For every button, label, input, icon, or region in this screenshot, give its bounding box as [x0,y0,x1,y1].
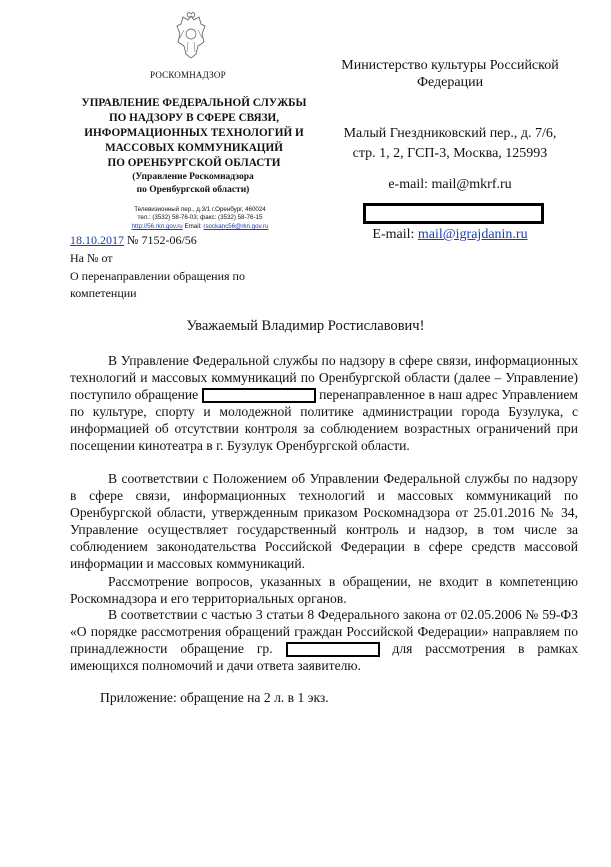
paragraph-4-text-a: В соответствии с частью 3 статьи 8 Федерального закона от 02.05.2006 № 59-ФЗ «О порядке рассмотрения обращений граждан Российской Федерации» направляем по принадлежности обращение гр. [70,607,578,656]
sender-name [60,96,328,171]
redaction-box-inner [366,206,541,221]
sender-address: Телевизионный пер., д.3/1 г.Оренбург, 460024 [134,206,266,213]
paragraph-1-text-b: перенаправленное в наш адрес Управлением по культуре, спорту и молодежной политике администрации города Бузулука, с информацией об отсутствии контроля за соблюдением возрастных ограничений при посещении кинотеатра в г. Бузулук Оренбургской области. [70,387,578,453]
reply-to-line: На № от [70,251,113,265]
sender-short-name [98,171,288,197]
recipient-email-2-link[interactable]: mail@igrajdanin.ru [417,227,528,242]
appendix: Приложение: обращение на 2 л. в 1 экз. [100,690,329,705]
sender-site-link[interactable]: http://56.rkn.gov.ru [131,223,183,230]
subject-line: О перенаправлении обращения по [70,269,245,283]
recipient-name-line: Министерство культуры Российской [341,58,559,73]
redaction-box [202,388,316,403]
registration-date: 18.10.2017 [70,233,124,247]
recipient-address-line: Малый Гнездниковский пер., д. 7/6, [343,126,557,141]
greeting: Уважаемый Владимир Ростиславович! [186,318,425,334]
paragraph-3 [70,573,578,607]
registration-line [70,233,197,248]
recipient-email-2-label: E-mail: [372,227,418,242]
coat-of-arms-icon [176,12,206,62]
recipient-email-2 [315,226,585,243]
sender-email-label: Email: [184,223,202,230]
subject-line: компетенции [70,286,137,300]
recipient-email: e-mail: mail@mkrf.ru [388,177,512,192]
recipient-address [315,124,585,164]
paragraph-4 [70,606,578,674]
sender-phone: тел.: (3532) 58-76-03; факс: (3532) 58-76-15 [137,214,263,221]
paragraph-2 [70,470,578,572]
sender-name-line: МАССОВЫХ КОММУНИКАЦИЙ [105,142,283,154]
subject [70,268,270,302]
redaction-box-inner [204,390,314,401]
sender-name-line: ПО ОРЕНБУРГСКОЙ ОБЛАСТИ [107,157,281,169]
sender-web-email [100,223,300,231]
sender-org-short: РОСКОМНАДЗОР [150,70,226,80]
paragraph-3-text: Рассмотрение вопросов, указанных в обращении, не входит в компетенцию Роскомнадзора и его территориальных органов. [70,574,578,606]
redaction-box [286,642,380,657]
recipient-name-line: Федерации [416,75,484,90]
paragraph-1-text-a: В Управление Федеральной службы по надзору в сфере связи, информационных технологий и массовых коммуникаций по Оренбургской области (далее – Управление) поступило обращение [70,353,578,402]
recipient-name [315,57,585,91]
sender-email-link[interactable]: rsockanc56@rkn.gov.ru [203,223,269,230]
sender-name-line: УПРАВЛЕНИЕ ФЕДЕРАЛЬНОЙ СЛУЖБЫ [81,97,307,109]
paragraph-2-text: В соответствии с Положением об Управлении Федеральной службы по надзору в сфере связи, информационных технологий и массовых коммуникаций по Оренбургской области, утвержденным приказом Роскомнадзора от 25.01.2016 № 34, Управление осуществляет государственный контроль и надзор, в том числе за соблюдением законодательства Российской Федерации в сфере средств массовой информации и массовых коммуникаций. [70,471,578,571]
paragraph-1 [70,352,578,454]
sender-short-line: (Управление Роскомнадзора [132,172,254,182]
sender-short-line: по Оренбургской области) [136,185,250,195]
registration-number: № 7152-06/56 [124,233,197,247]
sender-name-line: ПО НАДЗОРУ В СФЕРЕ СВЯЗИ, [108,112,280,124]
sender-name-line: ИНФОРМАЦИОННЫХ ТЕХНОЛОГИЙ И [84,127,304,139]
paragraph-4-text-b: для рассмотрения в рамках имеющихся полномочий и дачи ответа заявителю. [70,641,578,673]
redaction-box-inner [288,644,378,655]
recipient-address-line: стр. 1, 2, ГСП-3, Москва, 125993 [352,146,548,161]
redaction-box [363,203,544,224]
